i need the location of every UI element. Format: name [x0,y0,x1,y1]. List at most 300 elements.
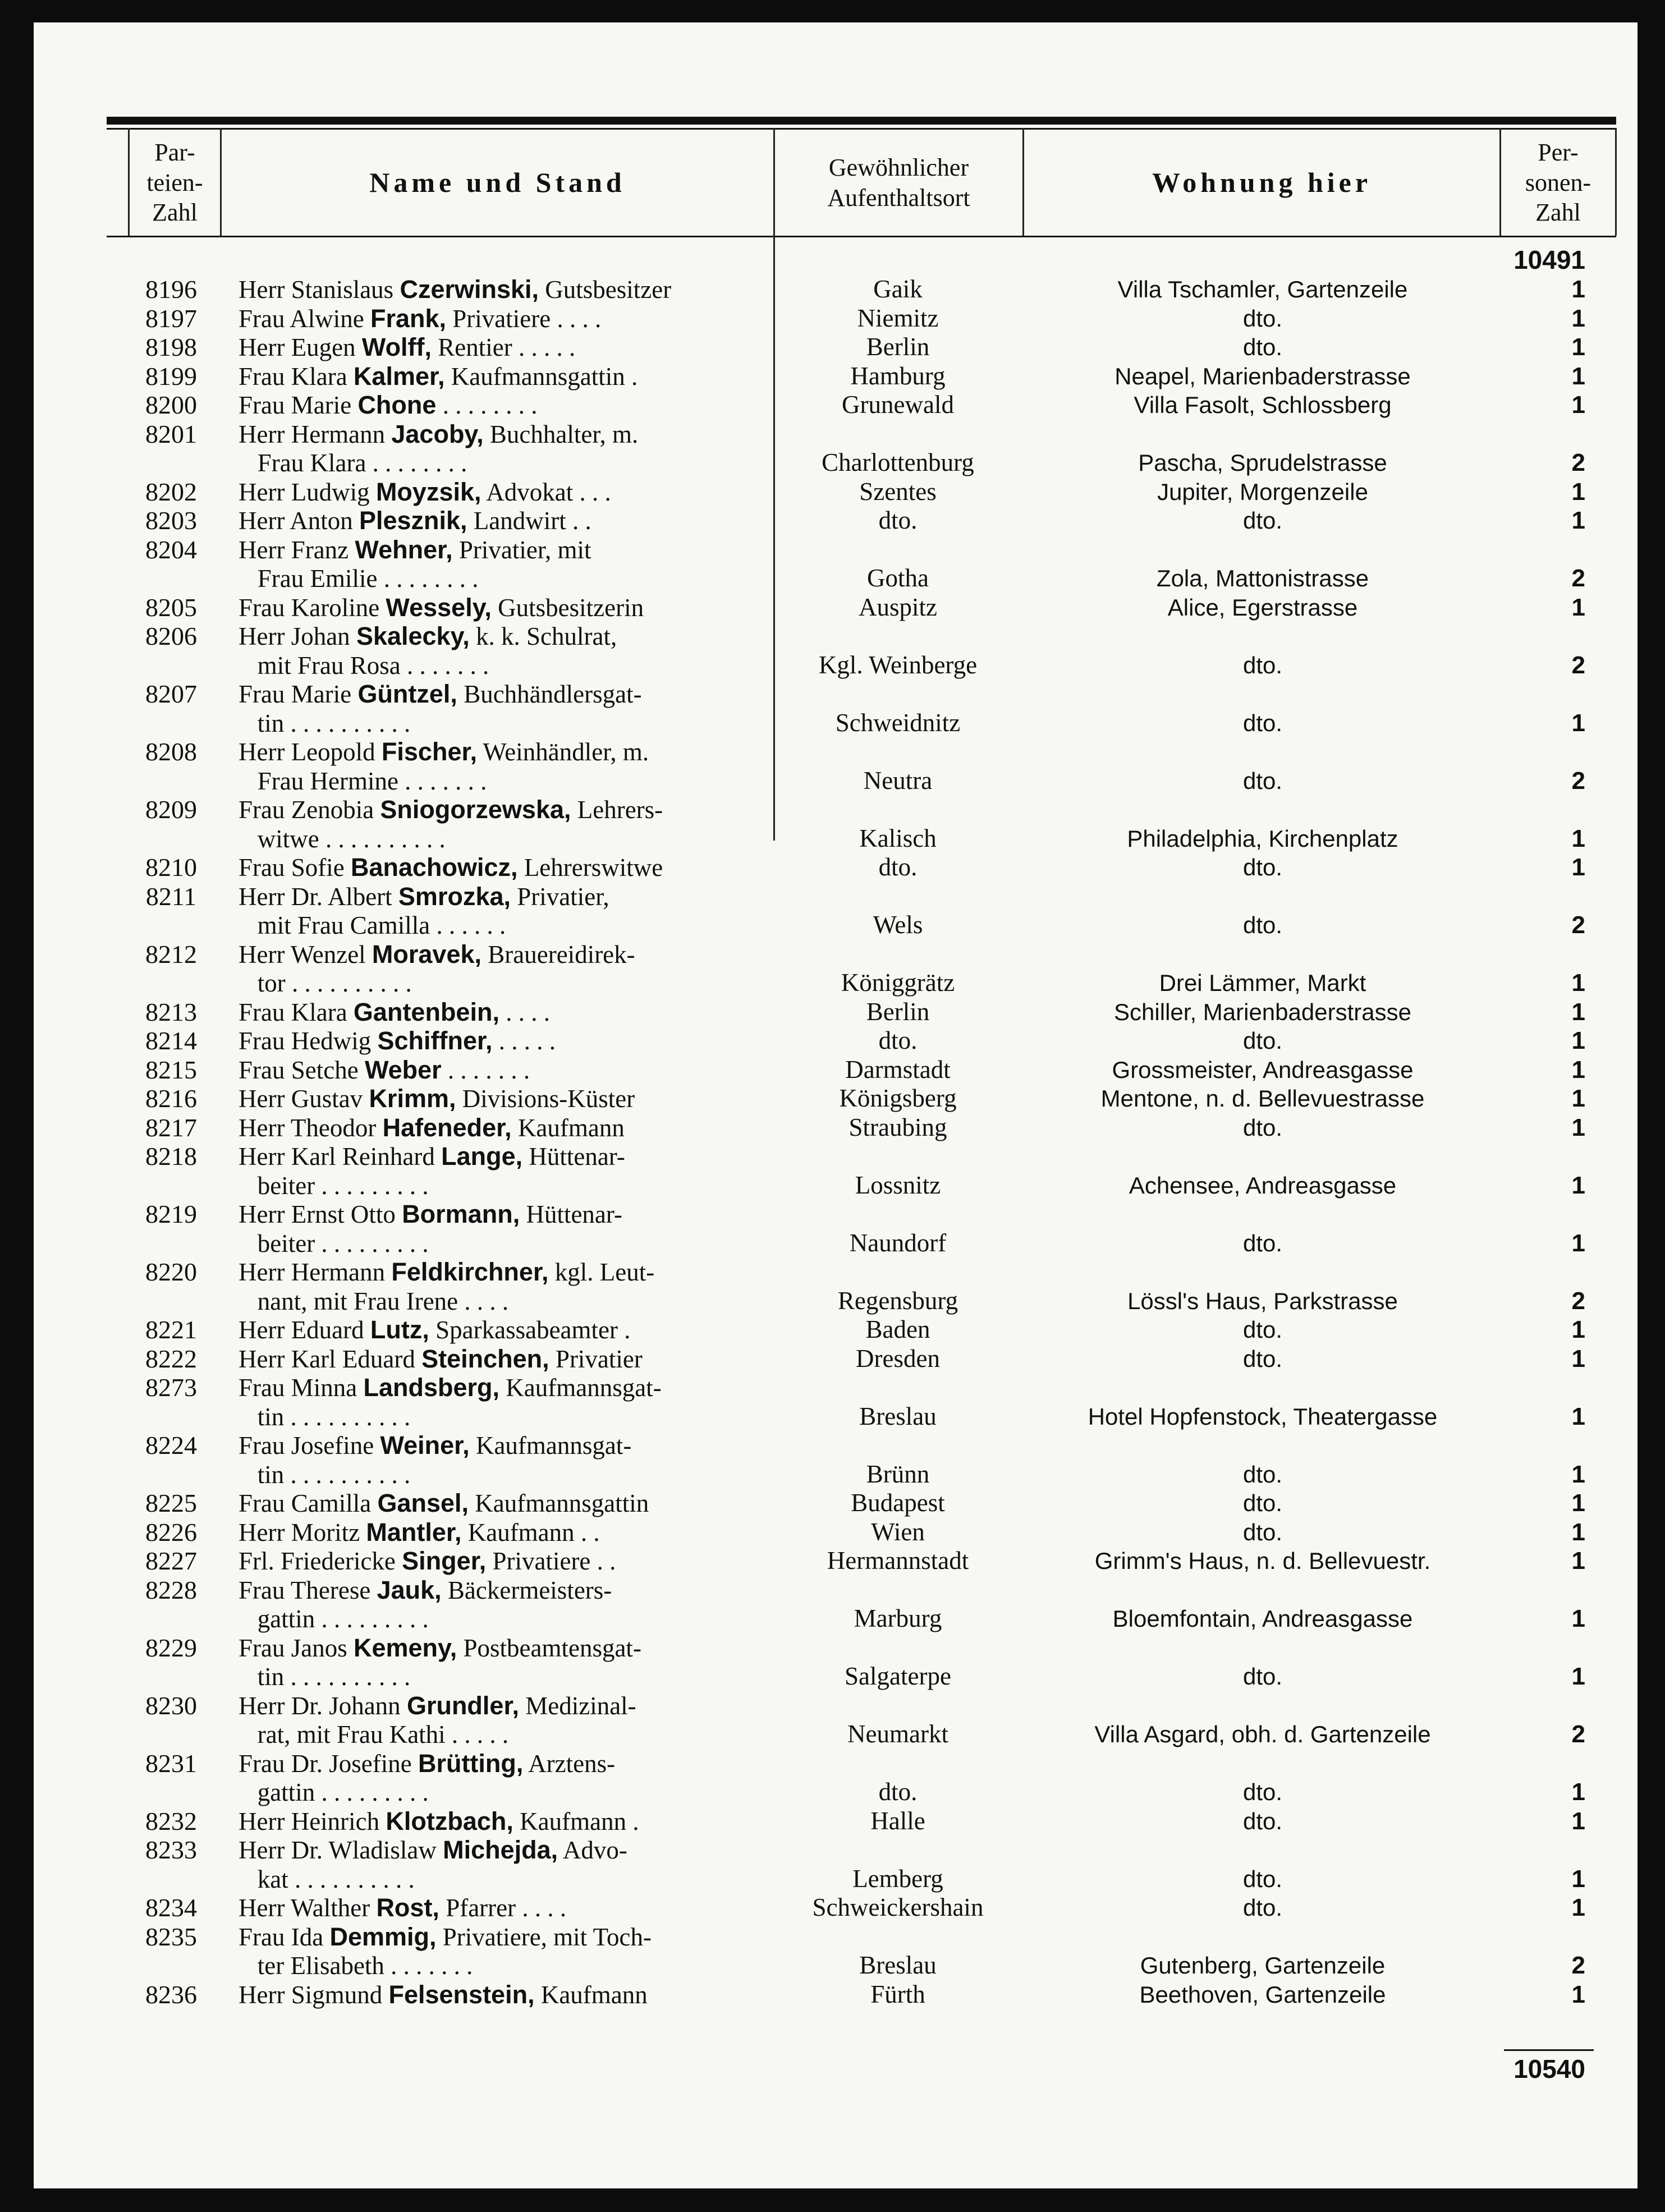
usual-residence [774,1258,1021,1287]
local-address [1024,1749,1501,1778]
local-address: Neapel, Marienbaderstrasse [1114,362,1411,389]
local-address: Mentone, n. d. Bellevuestrasse [1100,1085,1425,1112]
usual-residence [774,1749,1021,1778]
persons-count: 2 [1571,911,1585,939]
local-address: dto. [1242,1461,1283,1488]
persons-count: 2 [1571,449,1585,476]
name-given: Herr Karl Eduard [238,1344,422,1373]
usual-residence: Hermannstadt [827,1546,969,1575]
name-and-status [238,1315,777,1344]
local-address: dto. [1242,1807,1283,1834]
usual-residence: Berlin [866,997,930,1026]
name-given: Herr Leopold [238,738,382,766]
occupation: Kaufmann [511,1113,625,1142]
surname: Moravek, [371,939,482,969]
occupation: . . . . . . . . [436,391,538,419]
party-number [129,911,213,940]
persons-count: 2 [1571,565,1585,592]
usual-residence: Berlin [866,333,930,361]
occupation: Hüttenar- [520,1200,622,1228]
persons-count: 1 [1571,824,1585,852]
table-row [0,535,1665,565]
persons-count [1504,1142,1585,1171]
local-address: Drei Lämmer, Markt [1159,970,1366,996]
name-given: Frau Dr. Josefine [238,1749,418,1778]
name-given: nant, mit Frau Irene . . . . [238,1287,509,1315]
persons-count: 1 [1571,304,1585,332]
occupation: Gutsbesitzer [539,276,672,304]
usual-residence: dto. [878,506,918,534]
persons-count [1504,1576,1585,1605]
table-row [0,448,1665,478]
local-address [1024,1576,1501,1605]
party-number: 8200 [145,391,197,419]
surname: Michejda, [443,1835,558,1864]
surname: Kalmer, [353,361,445,391]
usual-residence: Budapest [851,1489,945,1517]
local-address: Pascha, Sprudelstrasse [1138,449,1387,476]
table-row [0,940,1665,969]
name-and-status [238,1460,777,1489]
usual-residence: Neutra [863,766,933,795]
party-number: 8212 [145,939,197,969]
name-given: Herr Ludwig [238,478,376,506]
local-address [1024,1691,1501,1720]
occupation: Rentier . . . . . [432,333,576,361]
local-address: dto. [1242,1345,1283,1372]
persons-count: 1 [1571,391,1585,419]
usual-residence [774,1633,1021,1663]
surname: Weber [364,1055,442,1084]
party-number [129,969,213,998]
usual-residence: Königgrätz [841,969,955,997]
surname: Jauk, [377,1575,442,1604]
surname: Güntzel, [357,680,457,708]
surname: Lutz, [370,1315,429,1344]
table-row [0,1171,1665,1200]
name-and-status [238,737,777,767]
local-address: Gutenberg, Gartenzeile [1140,1952,1386,1979]
header-persons-line: Per- [1538,138,1579,166]
table-row [0,911,1665,940]
party-number: 8197 [145,304,197,333]
usual-residence: Schweickershain [812,1893,984,1921]
party-number: 8215 [145,1055,197,1084]
persons-count: 1 [1571,1316,1585,1343]
party-number: 8217 [145,1113,197,1142]
usual-residence: Szentes [859,477,937,506]
local-address [1024,420,1501,449]
persons-count [1504,1691,1585,1720]
local-address: Jupiter, Morgenzeile [1157,478,1368,505]
local-address [1024,1258,1501,1287]
name-and-status [238,651,777,680]
table-row [0,1373,1665,1402]
local-address: Villa Tschamler, Gartenzeile [1117,276,1408,302]
name-given: Herr Anton [238,507,359,535]
usual-residence [774,1373,1021,1402]
persons-count [1504,420,1585,449]
table-row [0,333,1665,362]
name-given: Herr Wenzel [238,940,372,969]
name-and-status [238,767,777,796]
name-given: Frau Hedwig [238,1027,378,1055]
usual-residence: dto. [878,1026,918,1054]
name-and-status [238,1489,777,1518]
occupation: Privatiere . . . . [446,304,602,333]
name-given: Herr Theodor [238,1113,383,1142]
table-row [0,882,1665,911]
usual-residence: Charlottenburg [822,448,974,476]
name-given: tor . . . . . . . . . . [238,969,412,997]
occupation: . . . . . . . [441,1055,530,1084]
table-row [0,969,1665,998]
header-name-text: Name und Stand [369,167,626,198]
party-number: 8226 [145,1517,197,1546]
name-given: Frau Hermine . . . . . . . [238,767,487,795]
party-number: 8199 [145,361,197,391]
name-and-status [238,1344,777,1374]
name-and-status [238,911,777,940]
name-and-status [238,998,777,1027]
local-address: Philadelphia, Kirchenplatz [1127,825,1398,852]
name-given: Frau Emilie . . . . . . . . [238,565,479,593]
table-row [0,1258,1665,1287]
surname: Grundler, [406,1691,519,1720]
header-origin-line: Aufenthaltsort [827,183,970,212]
party-number: 8201 [145,419,197,448]
header-address [1024,130,1499,236]
table-row [0,680,1665,709]
table-row [0,1200,1665,1229]
local-address: Schiller, Marienbaderstrasse [1114,998,1411,1025]
occupation: Landwirt . . [467,507,591,535]
name-given: Herr Sigmund [238,1980,389,2009]
usual-residence: Schweidnitz [835,708,961,737]
name-given: rat, mit Frau Kathi . . . . . [238,1720,509,1749]
name-given: tin . . . . . . . . . . [238,709,411,737]
usual-residence [774,1142,1021,1171]
table-row [0,1489,1665,1518]
usual-residence: Brünn [866,1460,930,1488]
usual-residence: Fürth [870,1980,925,2008]
local-address: dto. [1242,651,1283,678]
usual-residence: Königsberg [839,1084,957,1112]
party-number: 8234 [145,1893,197,1922]
name-given: Frau Sofie [238,853,351,882]
name-and-status [238,1720,777,1749]
persons-count: 2 [1571,767,1585,795]
party-number: 8221 [145,1315,197,1344]
party-number: 8202 [145,477,197,506]
name-and-status [238,362,777,391]
party-number: 8213 [145,997,197,1026]
persons-count: 1 [1571,478,1585,506]
table-row [0,420,1665,449]
name-and-status [238,1546,777,1576]
surname: Krimm, [369,1084,456,1113]
name-given: Herr Hermann [238,1258,392,1286]
local-address: dto. [1242,912,1283,938]
party-number: 8216 [145,1084,197,1113]
header-address-text: Wohnung hier [1152,167,1372,198]
party-number: 8228 [145,1575,197,1604]
party-number [129,1720,213,1749]
name-given: Frau Klara [238,998,354,1026]
table-row [0,853,1665,882]
table-row [0,275,1665,304]
local-address: Villa Asgard, obh. d. Gartenzeile [1094,1721,1431,1747]
table-row [0,1922,1665,1952]
header-name [222,130,773,236]
name-given: Frau Setche [238,1055,365,1084]
name-and-status [238,1287,777,1316]
occupation: Privatier, [511,882,609,911]
party-number [129,1402,213,1431]
name-and-status [238,940,777,969]
name-and-status [238,1662,777,1691]
party-number: 8208 [145,737,197,766]
usual-residence: Naundorf [849,1228,947,1257]
occupation: Kaufmannsgattin [469,1489,649,1517]
usual-residence: Gotha [867,564,929,592]
persons-count: 1 [1571,1055,1585,1084]
name-and-status [238,535,777,565]
persons-count: 1 [1571,1547,1585,1575]
persons-count: 1 [1571,853,1585,881]
party-number: 8220 [145,1258,197,1286]
party-number: 8235 [145,1922,197,1951]
total-rule [1504,2049,1594,2051]
table-row [0,737,1665,767]
occupation: Weinhändler, m. [477,738,649,766]
local-address: dto. [1242,1518,1283,1545]
name-and-status [238,1229,777,1258]
persons-count: 1 [1571,593,1585,621]
name-given: Herr Walther [238,1894,377,1922]
surname: Jacoby, [391,419,484,448]
surname: Steinchen, [421,1344,549,1373]
persons-count [1504,1922,1585,1952]
header-persons-line: sonen- [1525,168,1591,196]
name-and-status [238,824,777,853]
usual-residence: Kalisch [859,824,937,852]
name-and-status [238,1951,777,1980]
persons-count: 1 [1571,333,1585,361]
persons-count: 1 [1571,362,1585,390]
usual-residence: Dresden [856,1344,940,1373]
local-address [1024,1200,1501,1229]
local-address: Zola, Mattonistrasse [1156,565,1369,591]
table-row [0,824,1665,853]
local-address: dto. [1242,1865,1283,1892]
local-address [1024,1835,1501,1865]
surname: Weiner, [380,1431,470,1460]
name-given: Frau Ida [238,1922,330,1951]
surname: Czerwinski, [400,275,539,304]
name-and-status [238,1778,777,1807]
header-origin [775,130,1022,236]
usual-residence: Lossnitz [855,1171,941,1199]
surname: Fischer, [381,737,477,766]
persons-count [1504,1835,1585,1865]
name-and-status [238,1980,777,2009]
local-address: dto. [1242,305,1283,332]
persons-count: 1 [1571,1605,1585,1632]
occupation: Bäckermeisters- [441,1576,612,1604]
surname: Schiffner, [377,1026,493,1055]
local-address [1024,680,1501,709]
name-given: Frau Josefine [238,1431,380,1460]
persons-count: 1 [1571,1663,1585,1690]
local-address [1024,1142,1501,1171]
name-given: Herr Dr. Johann [238,1691,407,1720]
local-address [1024,1922,1501,1952]
name-and-status [238,1576,777,1605]
party-number: 8206 [145,622,197,650]
surname: Wessely, [386,593,492,622]
local-address: Achensee, Andreasgasse [1129,1172,1397,1199]
party-number [129,651,213,680]
local-address: Grossmeister, Andreasgasse [1112,1056,1414,1083]
usual-residence [774,535,1021,565]
local-address: dto. [1242,1663,1283,1690]
surname: Chone [357,391,437,419]
occupation: Buchhalter, m. [483,420,639,448]
occupation: Kaufmannsgattin . [444,362,638,391]
party-number: 8230 [145,1691,197,1720]
name-and-status [238,1807,777,1836]
local-address [1024,795,1501,824]
name-and-status [238,564,777,593]
occupation: Divisions-Küster [456,1085,635,1113]
usual-residence: Marburg [854,1604,942,1632]
name-and-status [238,304,777,333]
party-number: 8198 [145,333,197,361]
table-row [0,1546,1665,1576]
persons-count: 1 [1571,1402,1585,1430]
header-party-number-line: Zahl [152,199,198,227]
local-address: dto. [1242,1779,1283,1805]
party-number [129,1662,213,1691]
name-given: Herr Heinrich [238,1807,386,1835]
table-row [0,1604,1665,1633]
name-and-status [238,275,777,304]
name-given: Frau Klara . . . . . . . . [238,449,467,477]
name-given: Herr Franz [238,535,355,564]
name-and-status [238,1633,777,1663]
name-given: tin . . . . . . . . . . [238,1402,411,1431]
party-number [129,1171,213,1200]
usual-residence: Breslau [859,1951,937,1979]
usual-residence [774,1431,1021,1460]
occupation: Privatier, mit [452,535,591,564]
table-row [0,1720,1665,1749]
name-given: beiter . . . . . . . . . [238,1229,429,1258]
persons-count: 2 [1571,651,1585,679]
name-given: tin . . . . . . . . . . [238,1663,411,1691]
local-address: dto. [1242,767,1283,794]
usual-residence: Niemitz [857,304,939,332]
surname: Bormann, [402,1200,520,1228]
party-number: 8211 [145,882,197,911]
name-given: Herr Karl Reinhard [238,1142,442,1171]
party-number [129,709,213,738]
surname: Lange, [441,1142,523,1171]
name-and-status [238,969,777,998]
name-and-status [238,622,777,651]
persons-count [1504,622,1585,651]
usual-residence: Lemberg [852,1864,943,1893]
party-number: 8205 [145,593,197,622]
party-number [129,448,213,478]
party-number [129,564,213,593]
name-and-status [238,680,777,709]
table-row [0,1576,1665,1605]
name-and-status [238,1691,777,1720]
table-row [0,1633,1665,1663]
header-party-number-line: teien- [146,168,203,196]
usual-residence: dto. [878,853,918,881]
party-number [129,1778,213,1807]
persons-count: 1 [1571,1027,1585,1054]
name-and-status [238,1084,777,1113]
surname: Banachowicz, [350,853,518,882]
table-row [0,622,1665,651]
name-given: Frau Zenobia [238,796,380,824]
name-and-status [238,506,777,535]
persons-count: 1 [1571,1229,1585,1257]
persons-carry-in: 10491 [1513,245,1585,274]
usual-residence [774,1835,1021,1865]
column-divider [1615,128,1617,236]
name-given: Frau Marie [238,680,358,708]
local-address: dto. [1242,709,1283,736]
persons-count [1504,1200,1585,1229]
persons-count: 1 [1571,1085,1585,1112]
table-row [0,593,1665,622]
table-row [0,709,1665,738]
persons-count: 1 [1571,1894,1585,1921]
usual-residence [774,795,1021,824]
local-address: Bloemfontain, Andreasgasse [1112,1605,1413,1632]
party-number: 8236 [145,1980,197,2009]
persons-count [1504,795,1585,824]
occupation: Kaufmannsgat- [469,1431,632,1460]
usual-residence [774,882,1021,911]
party-number: 8233 [145,1835,197,1864]
usual-residence: Auspitz [859,593,937,621]
party-number: 8219 [145,1200,197,1228]
name-given: Frau Therese [238,1576,377,1604]
occupation: Advo- [558,1836,627,1864]
usual-residence [774,680,1021,709]
persons-count [1504,940,1585,969]
table-row [0,1662,1665,1691]
occupation: Lehrerswitwe [517,853,663,882]
name-given: Frl. Friedericke [238,1547,402,1575]
name-and-status [238,1922,777,1952]
name-given: Frau Klara [238,362,354,391]
local-address: dto. [1242,1027,1283,1054]
name-given: Frau Karoline [238,593,386,622]
party-number: 8210 [145,853,197,882]
name-and-status [238,1026,777,1055]
table-row [0,1431,1665,1460]
persons-count: 1 [1571,709,1585,737]
table-row [0,998,1665,1027]
name-and-status [238,709,777,738]
